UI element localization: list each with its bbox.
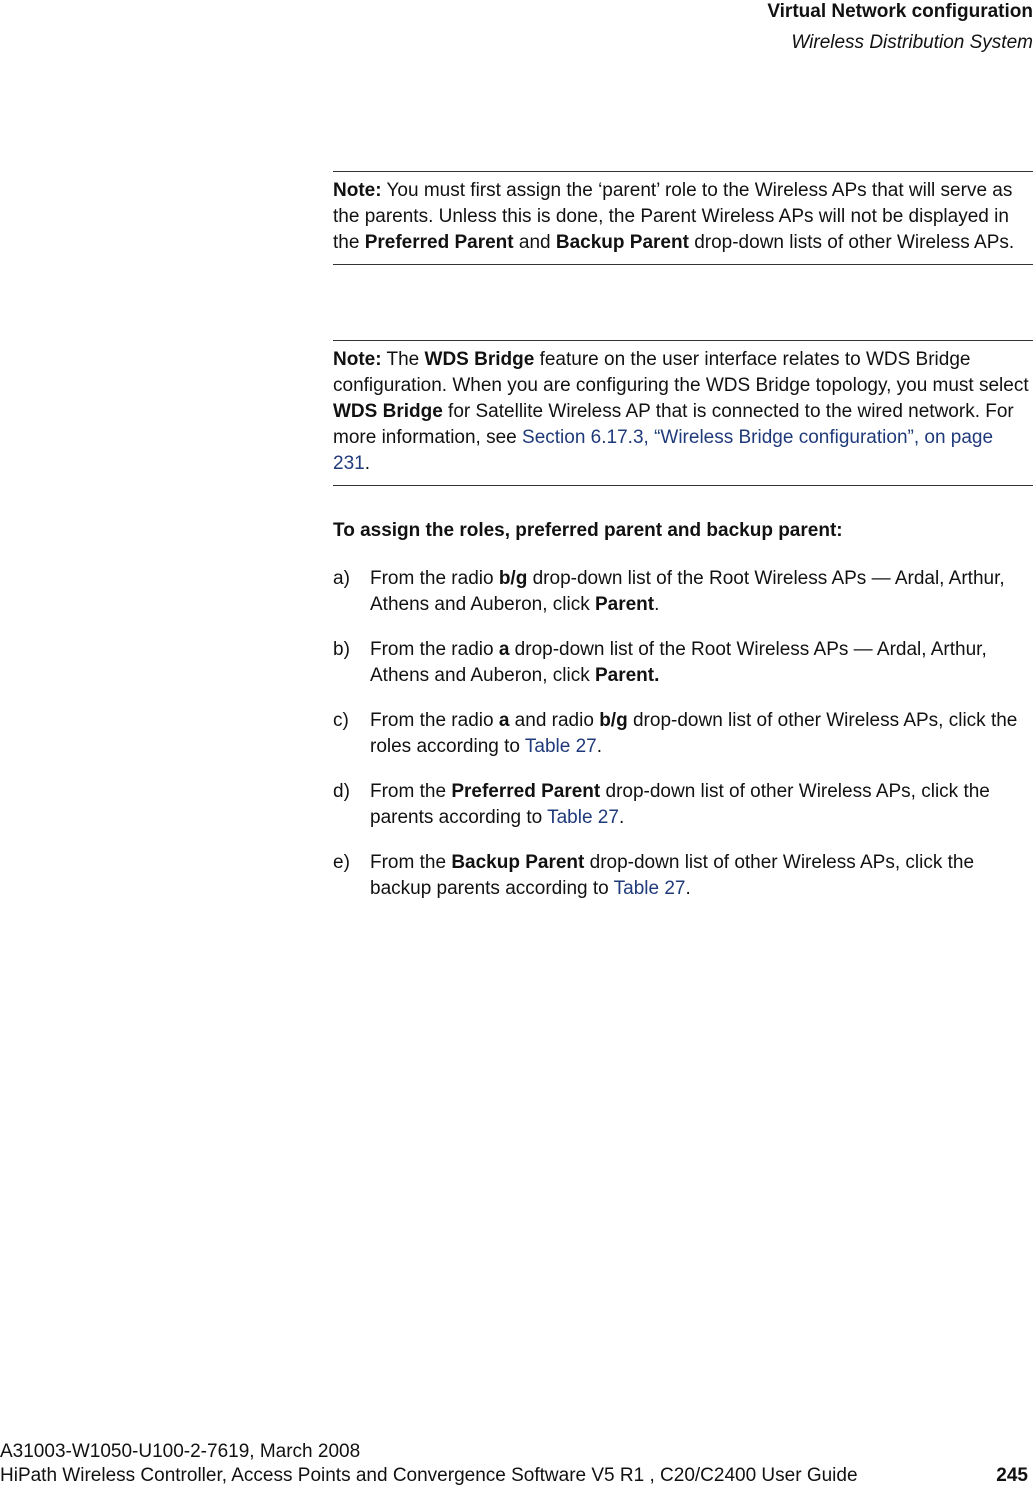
- step-text: From the: [370, 781, 452, 802]
- step-text: .: [596, 736, 603, 757]
- step-text: drop-down list of other Wireless APs, click the backup parents according to: [370, 852, 975, 899]
- note-text: You must first assign the ‘parent’ role to the Wireless APs that will serve as the parents. Unless this is done, the Parent Wireless APs will not be displayed in the: [333, 180, 1013, 253]
- ui-term: a: [498, 710, 510, 731]
- ui-term: Parent: [594, 594, 655, 615]
- footer-doc-id: A31003-W1050-U100-2-7619, March 2008: [0, 1441, 361, 1462]
- step-a: [333, 566, 1033, 618]
- ui-term-backup-parent: Backup Parent: [555, 232, 689, 253]
- step-text: .: [654, 594, 660, 615]
- step-b: [333, 637, 1033, 689]
- step-text: From the radio: [370, 639, 499, 660]
- step-text: drop-down list of the Root Wireless APs — Ardal, Arthur, Athens and Auberon, click: [370, 568, 1005, 615]
- step-label: b): [333, 639, 350, 660]
- note-text: .: [364, 453, 370, 474]
- ui-term-wds-bridge: WDS Bridge: [424, 349, 535, 370]
- step-text: From the radio: [370, 568, 499, 589]
- note-label: Note:: [333, 349, 382, 370]
- procedure-heading: To assign the roles, preferred parent and backup parent:: [333, 520, 843, 541]
- ui-term: a: [498, 639, 510, 660]
- note-text: feature on the user interface relates to WDS Bridge configuration. When you are configuring the WDS Bridge topology, you must select: [333, 349, 1029, 396]
- step-c: [333, 708, 1033, 760]
- step-label: a): [333, 568, 350, 589]
- note-parent-role-text: [333, 178, 1033, 256]
- note-text: for Satellite Wireless AP that is connected to the wired network. For more information, see: [333, 401, 1014, 448]
- footer-doc-title: HiPath Wireless Controller, Access Points and Convergence Software V5 R1 , C20/C2400 User Guide: [0, 1465, 858, 1486]
- ui-term: b/g: [498, 568, 528, 589]
- table-reference-link[interactable]: Table 27: [613, 878, 686, 899]
- note-wds-bridge-text: [333, 347, 1033, 477]
- note-label: Note:: [333, 180, 382, 201]
- ui-term-wds-bridge: WDS Bridge: [333, 401, 443, 422]
- ui-term: b/g: [599, 710, 628, 731]
- note-text: The: [381, 349, 425, 370]
- step-text: drop-down list of other Wireless APs, click the roles according to: [370, 710, 1018, 757]
- running-header-chapter: Virtual Network configuration: [767, 1, 1033, 22]
- step-text: drop-down list of other Wireless APs, click the parents according to: [370, 781, 990, 828]
- step-text: .: [685, 878, 691, 899]
- step-text: and radio: [509, 710, 600, 731]
- procedure-steps: [333, 566, 1033, 921]
- ui-term: Preferred Parent: [451, 781, 601, 802]
- step-text: From the radio: [370, 710, 499, 731]
- note-text: and: [513, 232, 556, 253]
- step-label: e): [333, 852, 350, 873]
- step-e: [333, 850, 1033, 902]
- cross-reference-link[interactable]: Section 6.17.3, “Wireless Bridge configuration”, on page 231: [333, 427, 994, 474]
- step-text: From the: [370, 852, 452, 873]
- ui-term: Parent.: [594, 665, 660, 686]
- table-reference-link[interactable]: Table 27: [547, 807, 619, 828]
- running-header-section: Wireless Distribution System: [791, 32, 1033, 53]
- step-text: drop-down list of the Root Wireless APs — Ardal, Arthur, Athens and Auberon, click: [370, 639, 987, 686]
- note-text: drop-down lists of other Wireless APs.: [688, 232, 1015, 253]
- table-reference-link[interactable]: Table 27: [524, 736, 597, 757]
- step-label: c): [333, 710, 349, 731]
- note-wds-bridge: [333, 340, 1033, 486]
- page-footer: [0, 1440, 1035, 1488]
- ui-term: Backup Parent: [451, 852, 585, 873]
- page-number: 245: [996, 1465, 1028, 1486]
- ui-term-preferred-parent: Preferred Parent: [364, 232, 514, 253]
- note-parent-role: [333, 171, 1033, 265]
- step-text: .: [618, 807, 625, 828]
- step-d: [333, 779, 1033, 831]
- step-label: d): [333, 781, 350, 802]
